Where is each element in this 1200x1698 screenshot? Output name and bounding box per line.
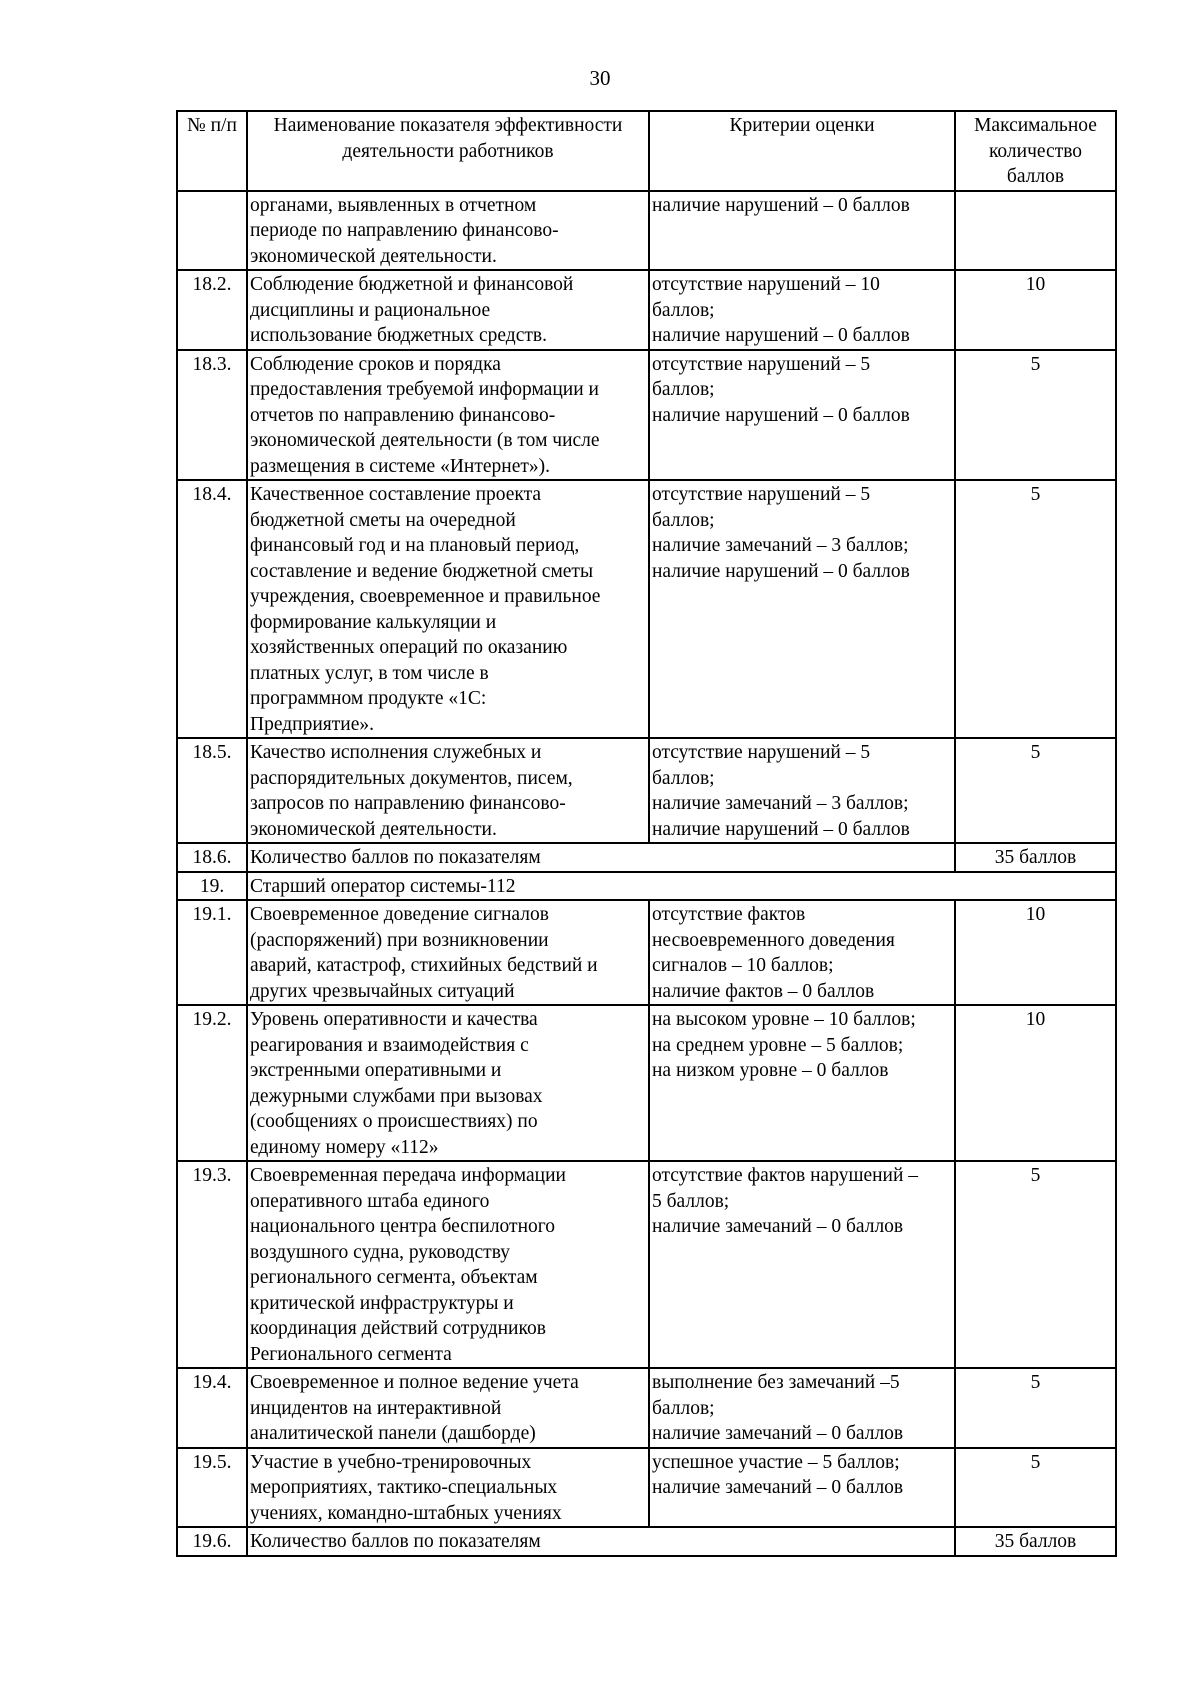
evaluation-criteria [649, 900, 955, 1005]
indicator-name-line: Качественное составление проекта [250, 484, 542, 505]
indicator-name-line: отчетов по направлению финансово- [250, 404, 556, 426]
evaluation-criteria [649, 270, 955, 350]
indicator-name-line: аналитической панели (дашборде) [250, 1423, 536, 1444]
evaluation-criteria-line: отсутствие нарушений – 5 [652, 742, 871, 763]
indicator-name-line: Регионального сегмента [250, 1343, 452, 1365]
indicator-name-line: Соблюдение сроков и порядка [250, 353, 501, 375]
evaluation-criteria-line: наличие нарушений – 0 баллов [652, 404, 910, 426]
indicator-name-line: других чрезвычайных ситуаций [250, 980, 515, 1002]
row-number: 19.3. [177, 1161, 247, 1368]
max-points: 5 [955, 1368, 1116, 1448]
indicator-name-line: координация действий сотрудников [250, 1318, 546, 1339]
indicator-name-line: бюджетной сметы на очередной [250, 509, 516, 531]
indicator-name [247, 270, 649, 350]
indicator-name-line: экстренными оперативными и [250, 1060, 502, 1081]
header-max-line: количество [988, 140, 1083, 162]
indicator-name-line: национального центра беспилотного [250, 1216, 556, 1237]
evaluation-criteria-line: отсутствие нарушений – 5 [652, 484, 871, 505]
indicator-name-line: учреждения, своевременное и правильное [250, 586, 601, 607]
evaluation-criteria-line: 5 баллов; [652, 1190, 730, 1212]
indicator-name-line: (распоряжений) при возникновении [250, 929, 549, 951]
indicator-name [247, 1368, 649, 1448]
total-label [247, 843, 955, 872]
row-number: 18.5. [177, 738, 247, 843]
header-max [955, 111, 1116, 191]
evaluation-criteria-line: баллов; [652, 767, 715, 789]
table-row [177, 270, 1116, 350]
header-criteria: Критерии оценки [649, 111, 955, 191]
criteria-table [176, 110, 1117, 1557]
evaluation-criteria-line: наличие замечаний – 0 баллов [652, 1423, 904, 1444]
evaluation-criteria-line: наличие нарушений – 0 баллов [652, 194, 910, 216]
table-row [177, 480, 1116, 738]
total-label-line: Количество баллов по показателям [250, 1531, 541, 1552]
indicator-name-line: распорядительных документов, писем, [250, 767, 573, 789]
indicator-name-line: Качество исполнения служебных и [250, 742, 542, 763]
evaluation-criteria-line: баллов; [652, 379, 715, 400]
evaluation-criteria-line: успешное участие – 5 баллов; [652, 1451, 900, 1473]
indicator-name-line: Соблюдение бюджетной и финансовой [250, 274, 574, 295]
total-row [177, 1527, 1116, 1556]
row-number: 18.3. [177, 350, 247, 481]
table-body [177, 191, 1116, 1556]
evaluation-criteria-line: наличие нарушений – 0 баллов [652, 325, 910, 346]
table-row [177, 1448, 1116, 1528]
indicator-name-line: инцидентов на интерактивной [250, 1397, 502, 1419]
page-number: 30 [589, 66, 611, 90]
header-name [247, 111, 649, 191]
evaluation-criteria [649, 1448, 955, 1528]
table-row [177, 1005, 1116, 1161]
indicator-name [247, 191, 649, 271]
evaluation-criteria-line: отсутствие фактов [652, 904, 806, 925]
table-row [177, 900, 1116, 1005]
row-number: 19.1. [177, 900, 247, 1005]
evaluation-criteria-line: несвоевременного доведения [652, 929, 895, 951]
indicator-name-line: Своевременное и полное ведение учета [250, 1372, 579, 1393]
indicator-name [247, 1448, 649, 1528]
table-row [177, 1368, 1116, 1448]
evaluation-criteria-line: отсутствие нарушений – 5 [652, 353, 871, 375]
evaluation-criteria-line: наличие замечаний – 0 баллов [652, 1216, 904, 1237]
row-number: 19. [177, 872, 247, 901]
evaluation-criteria-line: наличие замечаний – 3 баллов; [652, 535, 909, 556]
indicator-name-line: воздушного судна, руководству [250, 1241, 510, 1263]
indicator-name-line: органами, выявленных в отчетном [250, 194, 537, 216]
max-points: 5 [955, 350, 1116, 481]
row-number: 19.2. [177, 1005, 247, 1161]
max-points [955, 191, 1116, 271]
row-number: 19.5. [177, 1448, 247, 1528]
evaluation-criteria [649, 1005, 955, 1161]
table-row [177, 738, 1116, 843]
row-number: 19.6. [177, 1527, 247, 1556]
evaluation-criteria-line: на низком уровне – 0 баллов [652, 1060, 889, 1081]
table-row [177, 350, 1116, 481]
total-label [247, 1527, 955, 1556]
section-row [177, 872, 1116, 901]
header-max-line: баллов [1006, 166, 1065, 187]
header-max-line: Максимальное [974, 115, 1097, 136]
total-points: 35 баллов [955, 843, 1116, 872]
header-num: № п/п [177, 111, 247, 191]
indicator-name-line: учениях, командно-штабных учениях [250, 1502, 562, 1524]
max-points: 5 [955, 1161, 1116, 1368]
indicator-name-line: периоде по направлению финансово- [250, 220, 559, 241]
indicator-name-line: реагирования и взаимодействия с [250, 1034, 529, 1056]
evaluation-criteria-line: на высоком уровне – 10 баллов; [652, 1009, 916, 1030]
evaluation-criteria-line: на среднем уровне – 5 баллов; [652, 1034, 904, 1056]
indicator-name-line: единому номеру «112» [250, 1136, 439, 1158]
indicator-name [247, 480, 649, 738]
indicator-name-line: составление и ведение бюджетной сметы [250, 560, 594, 582]
evaluation-criteria-line: наличие нарушений – 0 баллов [652, 560, 910, 582]
total-row [177, 843, 1116, 872]
evaluation-criteria-line: баллов; [652, 509, 715, 531]
row-number [177, 191, 247, 271]
indicator-name-line: запросов по направлению финансово- [250, 793, 566, 814]
indicator-name-line: (сообщениях о происшествиях) по [250, 1111, 538, 1132]
evaluation-criteria-line: отсутствие фактов нарушений – [652, 1165, 919, 1186]
indicator-name-line: экономической деятельности (в том числе [250, 430, 600, 451]
indicator-name [247, 900, 649, 1005]
total-points: 35 баллов [955, 1527, 1116, 1556]
indicator-name-line: оперативного штаба единого [250, 1190, 490, 1212]
header-name-line: деятельности работников [342, 140, 554, 162]
evaluation-criteria-line: отсутствие нарушений – 10 [652, 274, 880, 295]
evaluation-criteria [649, 191, 955, 271]
indicator-name-line: хозяйственных операций по оказанию [250, 637, 568, 658]
table-row [177, 191, 1116, 271]
indicator-name-line: экономической деятельности. [250, 245, 497, 267]
table-row [177, 1161, 1116, 1368]
indicator-name [247, 738, 649, 843]
row-number: 18.2. [177, 270, 247, 350]
indicator-name-line: платных услуг, в том числе в [250, 662, 489, 684]
max-points: 10 [955, 1005, 1116, 1161]
indicator-name-line: финансовый год и на плановый период, [250, 535, 580, 556]
indicator-name-line: Своевременная передача информации [250, 1165, 566, 1186]
indicator-name-line: использование бюджетных средств. [250, 325, 547, 346]
evaluation-criteria-line: наличие фактов – 0 баллов [652, 980, 875, 1002]
indicator-name [247, 1161, 649, 1368]
indicator-name-line: аварий, катастроф, стихийных бедствий и [250, 955, 598, 976]
indicator-name-line: Своевременное доведение сигналов [250, 904, 549, 925]
indicator-name-line: программном продукте «1С: [250, 688, 487, 709]
evaluation-criteria [649, 480, 955, 738]
indicator-name-line: формирование калькуляции и [250, 611, 497, 633]
max-points: 5 [955, 738, 1116, 843]
evaluation-criteria [649, 1368, 955, 1448]
indicator-name-line: дисциплины и рациональное [250, 299, 491, 321]
indicator-name-line: критической инфраструктуры и [250, 1292, 514, 1314]
evaluation-criteria-line: наличие замечаний – 3 баллов; [652, 793, 909, 814]
total-label-line: Количество баллов по показателям [250, 847, 541, 868]
max-points: 5 [955, 480, 1116, 738]
header-name-line: Наименование показателя эффективности [273, 115, 623, 136]
evaluation-criteria-line: сигналов – 10 баллов; [652, 955, 834, 976]
evaluation-criteria-line: баллов; [652, 299, 715, 321]
row-number: 18.4. [177, 480, 247, 738]
evaluation-criteria-line: наличие замечаний – 0 баллов [652, 1477, 904, 1498]
max-points: 5 [955, 1448, 1116, 1528]
table-header-row [177, 111, 1116, 191]
evaluation-criteria-line: наличие нарушений – 0 баллов [652, 818, 910, 840]
max-points: 10 [955, 270, 1116, 350]
indicator-name-line: регионального сегмента, объектам [250, 1267, 538, 1288]
evaluation-criteria-line: выполнение без замечаний –5 [652, 1372, 900, 1393]
indicator-name-line: Уровень оперативности и качества [250, 1009, 538, 1030]
evaluation-criteria-line: баллов; [652, 1397, 715, 1419]
row-number: 18.6. [177, 843, 247, 872]
indicator-name-line: Участие в учебно-тренировочных [250, 1451, 532, 1473]
evaluation-criteria [649, 350, 955, 481]
indicator-name-line: экономической деятельности. [250, 818, 497, 840]
section-title [247, 872, 1116, 901]
section-title-line: Старший оператор системы-112 [250, 875, 516, 897]
indicator-name-line: мероприятиях, тактико-специальных [250, 1477, 558, 1498]
max-points: 10 [955, 900, 1116, 1005]
indicator-name-line: предоставления требуемой информации и [250, 379, 599, 400]
evaluation-criteria [649, 1161, 955, 1368]
row-number: 19.4. [177, 1368, 247, 1448]
indicator-name-line: размещения в системе «Интернет»). [250, 455, 551, 477]
indicator-name-line: Предприятие». [250, 713, 374, 735]
indicator-name [247, 1005, 649, 1161]
indicator-name-line: дежурными службами при вызовах [250, 1085, 543, 1107]
indicator-name [247, 350, 649, 481]
evaluation-criteria [649, 738, 955, 843]
